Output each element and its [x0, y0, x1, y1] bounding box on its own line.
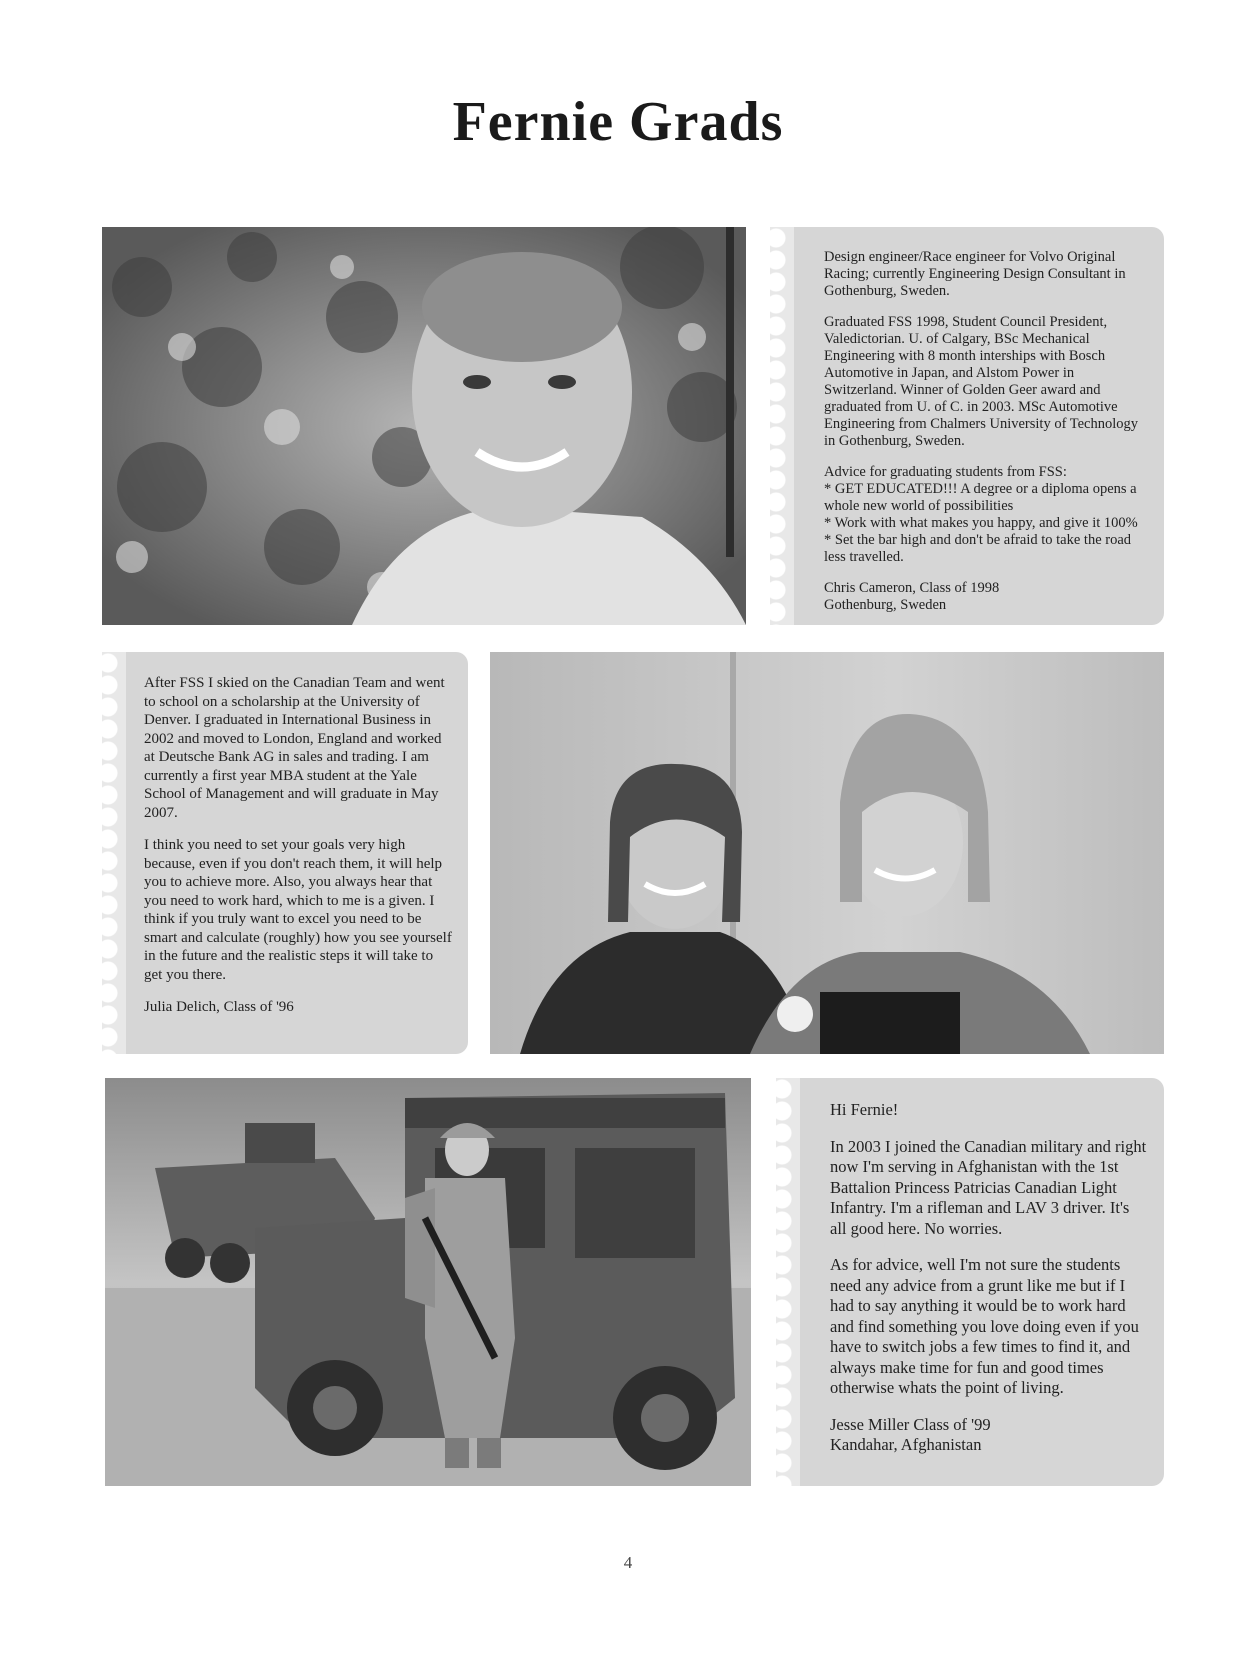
portrait-photo-chris — [102, 227, 746, 625]
signature-location: Gothenburg, Sweden — [824, 597, 947, 613]
grad-paragraph: After FSS I skied on the Canadian Team and went to school on a scholarship at the University of Denver. I graduated in International Business in 2002 and moved to London, England and worked at Deutsche Bank AG in sales and trading. I am currently a first year MBA student at the Yale School of Management and will graduate in May 2007. — [144, 675, 445, 821]
grad-card-chris — [770, 227, 1164, 625]
grad-paragraph: Graduated FSS 1998, Student Council President, Valedictorian. U. of Calgary, BSc Mechanical Engineering with 8 month interships with Bosch Automotive in Japan, and Alstom Power in Switzerland. Winner of Golden Geer award and graduated from U. of C. in 2003. MSc Automotive Engineering from Chalmers University of Technology in Gothenburg, Sweden. — [824, 314, 1139, 449]
notebook-holes — [102, 652, 126, 1054]
signature-name: Julia Delich, Class of '96 — [144, 999, 294, 1015]
signature-location: Kandahar, Afghanistan — [830, 1435, 982, 1454]
grad-card-text — [824, 227, 1144, 625]
advice-item: * GET EDUCATED!!! A degree or a diploma opens a whole new world of possibilities — [824, 481, 1137, 514]
signature-name: Chris Cameron, Class of 1998 — [824, 580, 1000, 596]
portrait-photo-julia — [490, 652, 1164, 1054]
portrait-photo-jesse — [105, 1078, 751, 1486]
signature — [824, 580, 1144, 614]
advice-block — [824, 464, 1144, 566]
grad-card-julia — [102, 652, 468, 1054]
advice-item: * Set the bar high and don't be afraid to take the road less travelled. — [824, 532, 1132, 565]
greeting: Hi Fernie! — [830, 1100, 899, 1119]
grad-card-text — [144, 652, 452, 1054]
page-title: Fernie Grads — [452, 91, 784, 153]
notebook-holes — [770, 227, 794, 625]
grad-paragraph: In 2003 I joined the Canadian military and right now I'm serving in Afghanistan with the 1st Battalion Princess Patricias Canadian Light Infantry. I'm a rifleman and LAV 3 driver. It's all good here. No worries. — [830, 1136, 1147, 1238]
notebook-holes — [776, 1078, 800, 1486]
grad-paragraph: Design engineer/Race engineer for Volvo Original Racing; currently Engineering Design Consultant in Gothenburg, Sweden. — [824, 249, 1126, 299]
grad-card-jesse — [776, 1078, 1164, 1486]
grad-paragraph: I think you need to set your goals very high because, even if you don't reach them, it will help you to achieve more. Also, you always hear that you need to work hard, which to me is a given. I think if you truly want to excel you need to be smart and calculate (roughly) how you see yourself in the future and the realistic steps it will take to get you there. — [144, 837, 452, 983]
advice-heading: Advice for graduating students from FSS: — [824, 464, 1067, 480]
signature — [144, 998, 452, 1017]
grad-paragraph: As for advice, well I'm not sure the students need any advice from a grunt like me but if I had to say anything it would be to work hard and find something you love doing even if you have to switch jobs a few times to find it, and always make time for fun and good times otherwise whats the point of living. — [830, 1255, 1139, 1397]
signature-name: Jesse Miller Class of '99 — [830, 1414, 991, 1434]
page-number: 4 — [623, 1553, 633, 1572]
signature — [830, 1415, 1148, 1456]
grad-card-text — [830, 1078, 1148, 1486]
advice-item: * Work with what makes you happy, and give it 100% — [824, 515, 1138, 531]
